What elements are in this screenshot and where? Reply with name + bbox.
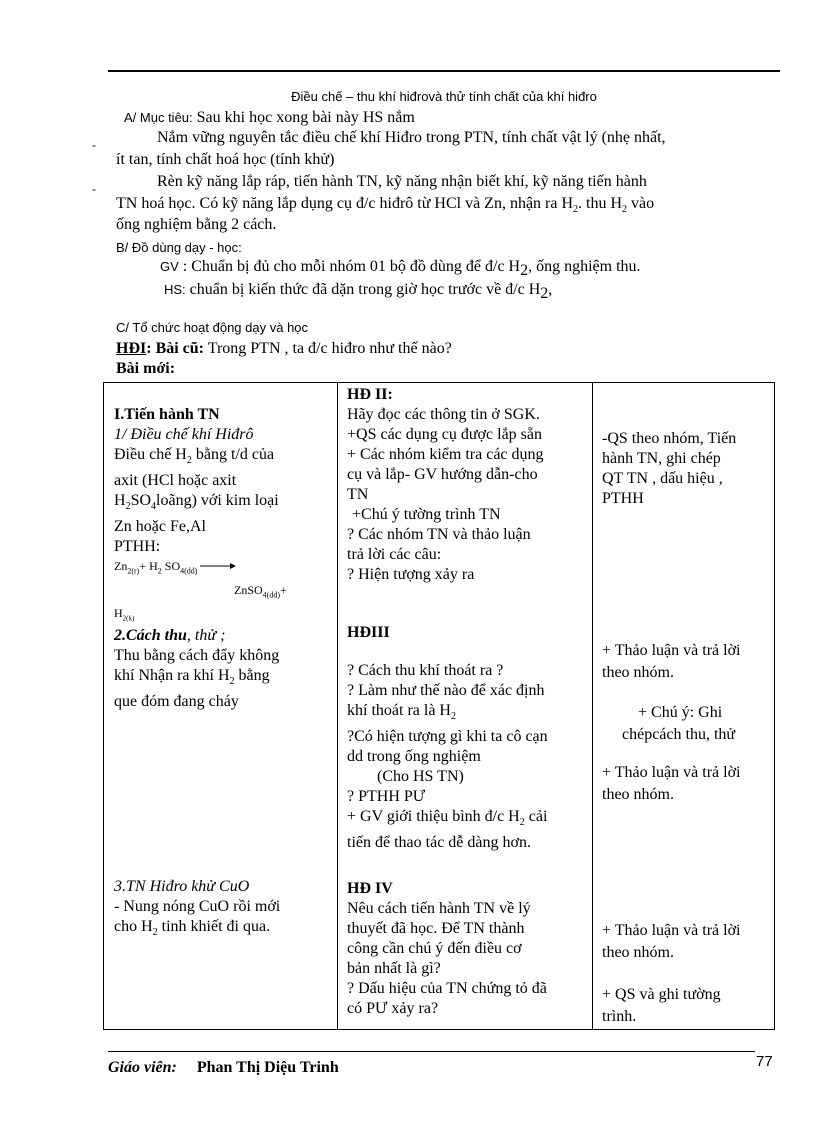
reaction-arrow-icon xyxy=(200,562,236,570)
objective-knowledge: Nắm vững nguyên tắc điều chế khí Hiđro trong PTN, tính chất vật lý (nhẹ nhất, xyxy=(157,129,666,146)
objective-skills-cont: TN hoá học. Có kỹ năng lắp dụng cụ đ/c hiđrô từ HCl và Zn, nhận ra $H_2$. thu $H_2$ vào xyxy=(116,195,655,216)
page-number: 77 xyxy=(756,1053,773,1070)
student-column-hd3: + Thảo luận và trả lời theo nhóm. + Chú ý: Ghi chépcách thu, thử + Thảo luận và trả lời theo nhóm. xyxy=(602,642,741,803)
teacher-column-hd3: HĐIII ? Cách thu khí thoát ra ? ? Làm như thế nào để xác định khí thoát ra là $H_2$ ?Có hiện tượng gì khi ta cô cạn dd trong ống nghiệm (Cho HS TN) ? PTHH PƯ + GV giới thiệu bình đ/c $H_2$ cải tiến để thao tác dễ dàng hơn. xyxy=(347,624,548,852)
teacher-name: Phan Thị Diệu Trinh xyxy=(196,1059,339,1076)
activities-label: C/ Tổ chức hoạt động dạy và học xyxy=(116,320,309,335)
objective-skills: Rèn kỹ năng lắp ráp, tiến hành TN, kỹ năng nhận biết khí, kỹ năng tiến hành xyxy=(157,173,647,190)
materials-gv: GV : Chuẩn bị đủ cho mỗi nhóm 01 bộ đồ dùng để đ/c $H_2$, ống nghiệm thu. xyxy=(160,258,641,280)
objective-skills-cont2: ống nghiệm bằng 2 cách. xyxy=(116,216,277,233)
footer-teacher xyxy=(108,1059,339,1077)
top-rule xyxy=(108,70,780,72)
bullet-dash: - xyxy=(92,182,96,196)
new-lesson-label: Bài mới: xyxy=(116,360,176,377)
objective-knowledge-cont: ít tan, tính chất hoá học (tính khử) xyxy=(116,151,335,168)
materials-label: B/ Đồ dùng dạy - học: xyxy=(116,240,242,255)
materials-hs: HS: chuẩn bị kiến thức đã dặn trong giờ học trước về đ/c $H_2$, xyxy=(164,281,553,303)
teacher-label: Giáo viên: xyxy=(108,1059,177,1076)
page-title: Điều chế – thu khí hiđrovà thử tính chất của khí hiđro xyxy=(291,89,597,104)
column-divider xyxy=(337,383,338,1029)
objectives-label: A/ Mục tiêu: xyxy=(124,110,193,125)
old-lesson: HĐI: Bài cũ: Trong PTN , ta đ/c hiđro như thế nào? xyxy=(116,340,452,357)
student-column: -QS theo nhóm, Tiến hành TN, ghi chép QT TN , dấu hiệu , PTHH xyxy=(602,430,737,507)
bullet-dash: - xyxy=(92,138,96,152)
equation: $Zn_{2(r)}+ H_2$ $SO_{4(dd)}$ xyxy=(114,559,287,578)
column-divider xyxy=(592,383,593,1029)
teacher-column: HĐ II: Hãy đọc các thông tin ở SGK. +QS các dụng cụ được lắp sẵn + Các nhóm kiểm tra các dụng cụ và lắp- GV hướng dẫn-cho TN +Chú ý tường trình TN ? Các nhóm TN và thảo luận trả lời các câu: ? Hiện tượng xảy ra xyxy=(347,386,544,583)
student-column-hd4: + Thảo luận và trả lời theo nhóm. + QS và ghi tường trình. xyxy=(602,922,741,1025)
content-column: I.Tiến hành TN 1/ Điều chế khí Hiđrô Điều chế $H_2$ bằng t/d của axit (HCl hoặc axit $H_2SO_4loãng$) với kim loại Zn hoặc Fe,Al PTHH: $Zn_{2(r)}+ H_2$ $SO_{4(dd)}$ ZnSO$_{4(dd)}$+ $H_{2(k)}$ 2.Cách thu, thử ; Thu bằng cách đẩy không khí Nhận ra khí $H_2$ bằng que đóm đang cháy xyxy=(114,406,287,710)
footer-rule xyxy=(108,1051,755,1052)
activity-table xyxy=(103,382,775,1030)
teacher-column-hd4: HĐ IV Nêu cách tiến hành TN về lý thuyết đã học. Để TN thành công cần chú ý đến điều cơ bản nhất là gì? ? Dấu hiệu của TN chứng tỏ đã có PƯ xảy ra? xyxy=(347,880,547,1017)
objectives-intro: Sau khi học xong bài này HS nắm xyxy=(196,109,415,126)
objectives-line xyxy=(124,109,415,127)
content-column-cuo: 3.TN Hiđro khử CuO - Nung nóng CuO rồi mới cho $H_2$ tinh khiết đi qua. xyxy=(114,878,281,939)
